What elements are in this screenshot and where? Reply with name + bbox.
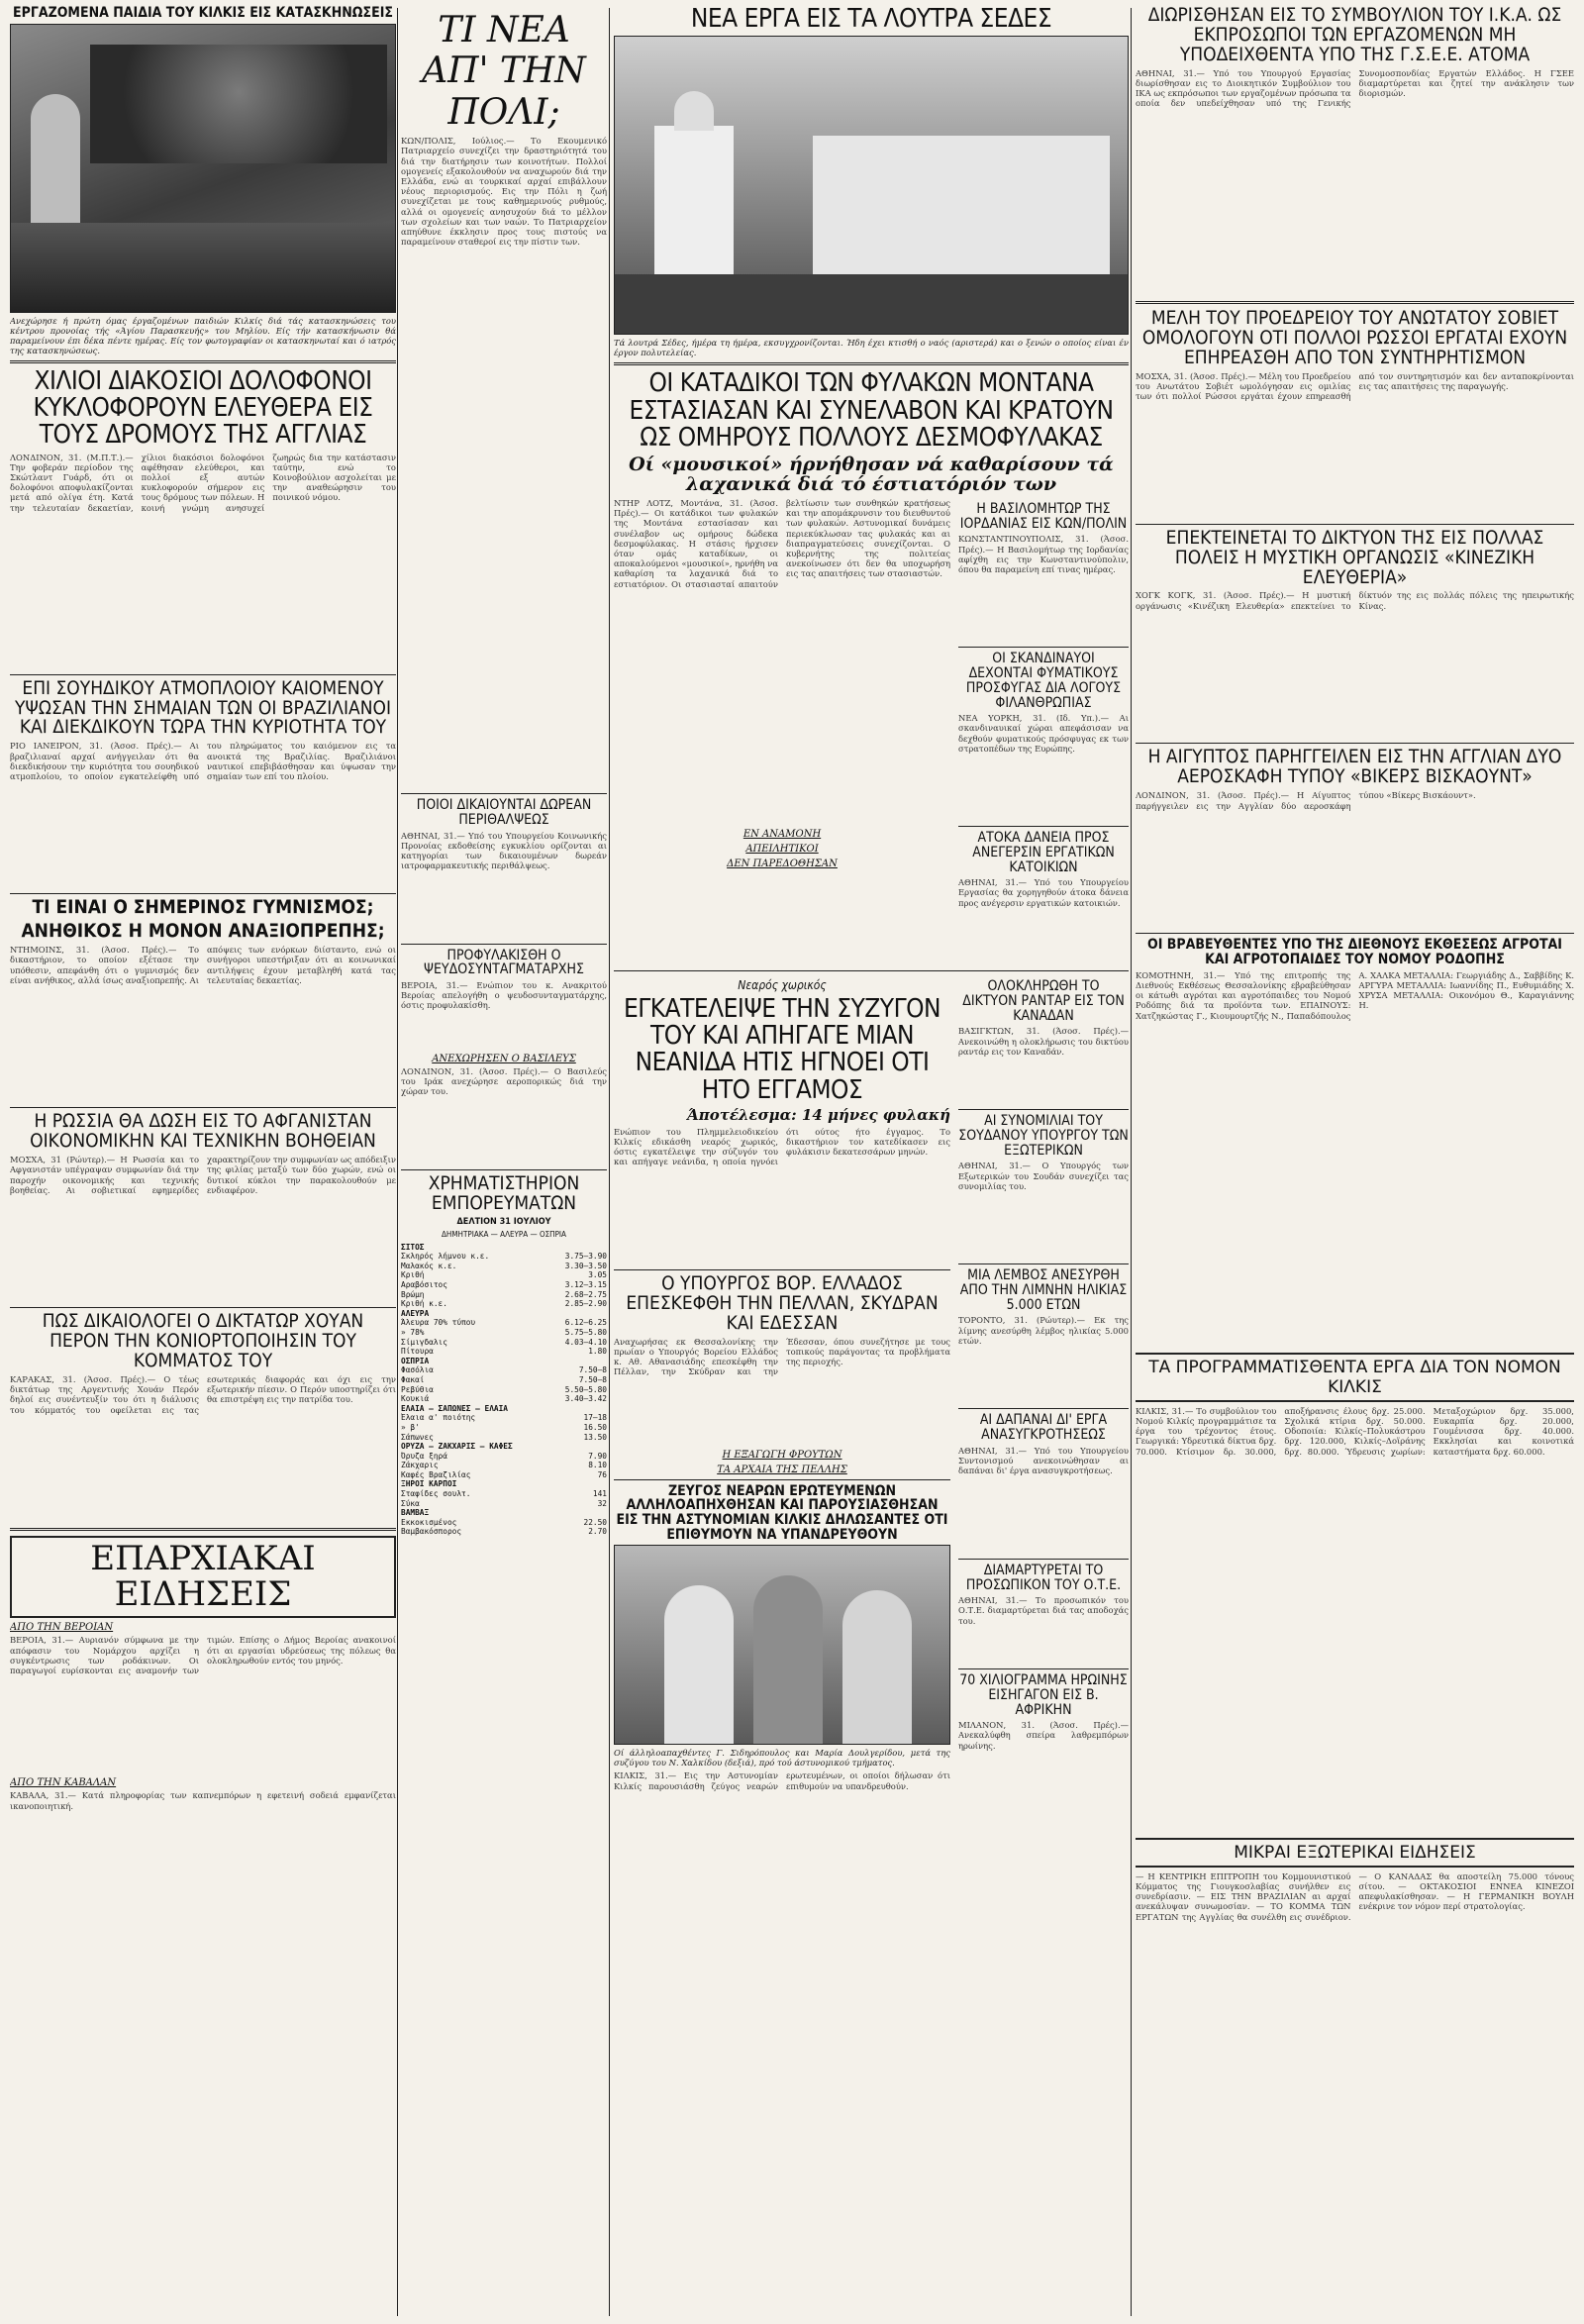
price-item: Ρεβύθια [401,1384,434,1394]
price-row [401,1309,607,1319]
arrest-headline: ΠΡΟΦΥΛΑΚΙΣΘΗ Ο ΨΕΥΔΟΣΥΝΤΑΓΜΑΤΑΡΧΗΣ [424,947,584,978]
divider [958,1668,1129,1669]
montana-article: ΝΤΗΡ ΛΟΤΖ, Μοντάνα, 31. (Άσοσ. Πρές).— Οι κατάδικοι των φυλακών της Μοντάνα εστασίασαν και συνέλαβον ως ομήρους δώδεκα δεσμοφύλακας. Η στάσις ήρχισεν όταν ομάς καταδίκων, οι αποκαλούμενοι «μουσικοί», ηρνήθη να καθαρίση τα λαχανικά διά το εστιατόριον. Οι στασιασταί απαιτούν βελτίωσιν των συνθηκών κρατήσεως και την απομάκρυνσιν του διευθυντού των φυλακών. Αστυνομικαί δυνάμεις περιεκύκλωσαν τας φυλακάς και αι διαπραγματεύσεις συνεχίζονται. Ο κυβερνήτης της πολιτείας ανεκοίνωσεν ότι δεν θα υποχωρήση εις τας απαιτήσεις των στασιαστών. [614,498,950,589]
divider [1136,933,1574,934]
ika-article: ΑΘΗΝΑΙ, 31.— Υπό του Υπουργού Εργασίας διωρίσθησαν εις το Διοικητικόν Συμβούλιον του ΙΚΑ ως εκπρόσωποι των εργαζομένων πρόσωπα τα οποία δεν υπεδείχθησαν υπό της Γενικής Συνομοσπονδίας Εργατών Ελλάδος. Η ΓΣΕΕ διαμαρτύρεται και ζητεί την ανάκλησιν των διορισμών. [1136,67,1574,109]
price-item: Σίμιγδαλις [401,1337,447,1347]
rhodope-article: ΚΟΜΟΤΗΝΗ, 31.— Υπό της επιτροπής της Διεθνούς Εκθέσεως Θεσσαλονίκης εβραβεύθησαν οι κάτωθι αγρόται και αγροτόπαιδες του Νομού Ροδόπης διά τα προϊόντα των. ΕΠΑΙΝΟΥΣ: Χατζηκώστας Γ., Κιουμουρτζής Ν., Παπαδόπουλος Α. ΧΑΛΚΑ ΜΕΤΑΛΛΙΑ: Γεωργιάδης Δ., Σαββίδης Κ. ΑΡΓΥΡΑ ΜΕΤΑΛΛΙΑ: Ιωαννίδης Π., Ευθυμιάδης Χ. ΧΡΥΣΑ ΜΕΤΑΛΛΙΑ: Οικονόμου Θ., Καραγιάννης Η. [1136,969,1574,1021]
price-item: » 78% [401,1327,425,1337]
price-row [401,1461,607,1470]
price-row [401,1479,607,1489]
city-news-article: ΚΩΝ/ΠΟΛΙΣ, Ιούλιος.— Το Εκουμενικό Πατριαρχείο συνεχίζει την δραστηριότητά του διά την διατήρησιν των κοινοτήτων. Πολλοί ομογενείς εξακολουθούν να αναχωρούν διά την Ελλάδα, ενώ αι τουρκικαί αρχαί επιβάλλουν νέους περιορισμούς. Εις την Πόλι η ζωή συνεχίζεται με τους καθημερινούς ρυθμούς, αλλά οι ομογενείς ανησυχούν διά το μέλλον των σχολείων και των ναών. Το Πατριαρχείον απηύθυνε έκκλησιν προς τους πιστούς να παραμείνουν σταθεροί εις την πίστιν των. [401,136,607,248]
couple-headline: ΖΕΥΓΟΣ ΝΕΑΡΩΝ ΕΡΩΤΕΥΜΕΝΩΝ ΑΛΛΗΛΟΑΠΗΧΘΗΣΑΝ ΚΑΙ ΠΑΡΟΥΣΙΑΣΘΗΣΑΝ ΕΙΣ ΤΗΝ ΑΣΤΥΝΟΜΙΑΝ ΚΙΛΚΙΣ ΔΗΛΩΣΑΝΤΕΣ ΟΤΙ ΕΠΙΘΥΜΟΥΝ ΝΑ ΥΠΑΝΔΡΕΥΘΟΥΝ [616,1482,948,1543]
price-value: 3.75—3.90 [564,1252,607,1262]
montana-headline: ΟΙ ΚΑΤΑΔΙΚΟΙ ΤΩΝ ΦΥΛΑΚΩΝ ΜΟΝΤΑΝΑ ΕΣΤΑΣΙΑΣΑΝ ΚΑΙ ΣΥΝΕΛΑΒΟΝ ΚΑΙ ΚΡΑΤΟΥΝ ΩΣ ΟΜΗΡΟΥΣ ΠΟΛΛΟΥΣ ΔΕΣΜΟΦΥΛΑΚΑΣ [629,368,1114,453]
column-rule [609,8,610,2316]
ote-article: ΑΘΗΝΑΙ, 31.— Το προσωπικόν του Ο.Τ.Ε. διαμαρτύρεται διά τας αποδοχάς του. [958,1595,1129,1626]
divider [401,1169,607,1170]
column-rule [1131,8,1132,2316]
price-item: Κουκιά [401,1394,430,1404]
price-item: Άλευρα 70% τύπου [401,1318,476,1328]
welfare-headline: ΠΟΙΟΙ ΔΙΚΑΙΟΥΝΤΑΙ ΔΩΡΕΑΝ ΠΕΡΙΘΑΛΨΕΩΣ [416,797,592,828]
price-row [401,1270,607,1280]
minister-sub-pella: ΤΑ ΑΡΧΑΙΑ ΤΗΣ ΠΕΛΛΗΣ [717,1464,847,1475]
price-row [401,1262,607,1271]
kavala-article: ΚΑΒΑΛΑ, 31.— Κατά πληροφορίας των καπνεμπόρων η εφετεινή σοδειά εμφανίζεται ικανοποιητική. [10,1790,396,1811]
column-3 [614,0,1129,2324]
price-item: Σύκα [401,1498,420,1508]
divider [958,647,1129,648]
divider [1136,743,1574,744]
price-row [401,1394,607,1404]
russia-afghanistan-headline: Η ΡΩΣΣΙΑ ΘΑ ΔΩΣΗ ΕΙΣ ΤΟ ΑΦΓΑΝΙΣΤΑΝ ΟΙΚΟΝΟΜΙΚΗΝ ΚΑΙ ΤΕΧΝΙΚΗΝ ΒΟΗΘΕΙΑΝ [30,1110,376,1153]
baths-caption: Τά λουτρά Σέδες, ήμέρα τη ήμέρα, εκσυγχρονίζονται. Ήδη έχει κτισθή ο ναός (αριστερά) και ο ξενών ο οποίος είναι έν έργον πολυτελείας. [614,338,1129,358]
market-headline: ΧΡΗΜΑΤΙΣΤΗΡΙΟΝ ΕΜΠΟΡΕΥΜΑΤΩΝ [428,1171,580,1214]
welfare-article: ΑΘΗΝΑΙ, 31.— Υπό του Υπουργείου Κοινωνικής Προνοίας εκδοθείσης εγκυκλίου ορίζονται αι κατηγορίαι των δικαιουμένων δωρεάν ιατροφαρμακευτικής περιθάλψεως. [401,830,607,871]
minister-headline: Ο ΥΠΟΥΡΓΟΣ ΒΟΡ. ΕΛΛΑΔΟΣ ΕΠΕΣΚΕΦΘΗ ΤΗΝ ΠΕΛΛΑΝ, ΣΚΥΔΡΑΝ ΚΑΙ ΕΔΕΣΣΑΝ [626,1271,939,1334]
price-item: Φασόλια [401,1365,434,1375]
works-headline: ΑΙ ΔΑΠΑΝΑΙ ΔΙ' ΕΡΓΑ ΑΝΑΣΥΓΚΡΟΤΗΣΕΩΣ [979,1412,1108,1444]
divider [10,1307,396,1308]
kilkis-works-headline: ΤΑ ΠΡΟΓΡΑΜΜΑΤΙΣΘΕΝΤΑ ΕΡΓΑ ΔΙΑ ΤΟΝ ΝΟΜΟΝ ΚΙΛΚΙΣ [1136,1353,1574,1402]
swedish-ship-headline: ΕΠΙ ΣΟΥΗΔΙΚΟΥ ΑΤΜΟΠΛΟΙΟΥ ΚΑΙΟΜΕΝΟΥ ΥΨΩΣΑΝ ΤΗΝ ΣΗΜΑΙΑΝ ΤΩΝ ΟΙ ΒΡΑΖΙΛΙΑΝΟΙ ΚΑΙ ΔΙΕΚΔΙΚΟΥΝ ΤΩΡΑ ΤΗΝ ΚΥΡΙΟΤΗΤΑ ΤΟΥ [15,676,391,739]
lake-article: ΤΟΡΟΝΤΟ, 31. (Ρώυτερ).— Εκ της λίμνης ανεσύρθη λέμβος ηλικίας 5.000 ετών. [958,1315,1129,1346]
price-item: Εκκοκισμένος [401,1517,457,1527]
price-row [401,1489,607,1499]
price-value [550,1357,607,1366]
price-item: Σάπωνες [401,1432,434,1442]
price-value: 3.30—3.50 [564,1261,607,1270]
divider [10,360,396,363]
price-row [401,1243,607,1253]
radar-headline: ΟΛΟΚΛΗΡΩΘΗ ΤΟ ΔΙΚΤΥΟΝ ΡΑΝΤΑΡ ΕΙΣ ΤΟΝ ΚΑΝΑΔΑΝ [962,978,1125,1024]
village-label: Νεαρός χωρικός [738,978,827,993]
price-value [550,1404,607,1414]
divider [614,362,1129,365]
peron-article: ΚΑΡΑΚΑΣ, 31. (Άσοσ. Πρές).— Ο τέως δικτάτωρ της Αργεντινής Χουάν Περόν δηλοί εις συνέντευξίν του ότι η διάλυσις του κόμματός του οφείλεται εις τας εσωτερικάς διαφοράς και όχι εις την εξωτερικήν πίεσιν. Ο Περόν υποστηρίζει ότι θα επιστρέψη εις την πατρίδα του. [10,1373,396,1415]
price-item: Όρυζα ξηρά [401,1451,447,1461]
price-item: Φακαί [401,1374,425,1384]
price-row [401,1527,607,1537]
king-subhead: ΑΝΕΧΩΡΗΣΕΝ Ο ΒΑΣΙΛΕΥΣ [432,1053,576,1064]
village-result: Άποτέλεσμα: 14 μήνες φυλακή [687,1106,950,1125]
provincial-news-headline: ΕΠΑΡΧΙΑΚΑΙ ΕΙΔΗΣΕΙΣ [10,1536,396,1618]
price-value: 17—18 [583,1413,607,1423]
price-row [401,1299,607,1309]
price-item: Κριθή [401,1270,425,1280]
divider [614,1479,950,1480]
china-headline: ΕΠΕΚΤΕΙΝΕΤΑΙ ΤΟ ΔΙΚΤΥΟΝ ΤΗΣ ΕΙΣ ΠΟΛΛΑΣ ΠΟΛΕΙΣ Η ΜΥΣΤΙΚΗ ΟΡΓΑΝΩΣΙΣ «ΚΙΝΕΖΙΚΗ ΕΛΕΥΘΕΡΙΑ» [1165,526,1544,588]
foreign-news-headline: ΜΙΚΡΑΙ ΕΞΩΤΕΡΙΚΑΙ ΕΙΔΗΣΕΙΣ [1136,1838,1574,1868]
column-rule [397,8,398,2316]
city-news-title: ΤΙ ΝΕΑ ΑΠ' ΤΗΝ ΠΟΛΙ; [422,10,586,133]
price-item: Ζάκχαρις [401,1461,439,1470]
divider [401,944,607,945]
price-item: Καφές Βραζιλίας [401,1469,471,1479]
price-value: 3.40—3.42 [564,1394,607,1404]
baths-photo [614,36,1129,335]
market-date: ΔΕΛΤΙΟΝ 31 ΙΟΥΛΙΟΥ [456,1216,551,1227]
price-value: 6.12—6.25 [564,1318,607,1328]
swedish-ship-article: ΡΙΟ ΙΑΝΕΙΡΟΝ, 31. (Άσοσ. Πρές).— Αι βραζιλιαναί αρχαί ανήγγειλαν ότι θα διεκδικήσουν την κυριότητα του σουηδικού ατμοπλοίου, το οποίον εγκατελείφθη υπό του πληρώματος του καιόμενον εις τα ανοικτά της Βραζιλίας. Βραζιλιάνοι ναυτικοί επεβιβάσθησαν και ύψωσαν την σημαίαν των επί του πλοίου. [10,741,396,781]
price-value: 5.50—5.80 [564,1384,607,1394]
price-value: 3.05 [588,1270,607,1280]
divider [401,793,607,794]
jordan-headline: Η ΒΑΣΙΛΟΜΗΤΩΡ ΤΗΣ ΙΟΡΔΑΝΙΑΣ ΕΙΣ ΚΩΝ/ΠΟΛΙΝ [959,501,1128,532]
price-row [401,1290,607,1300]
price-value: 22.50 [583,1517,607,1527]
price-row [401,1375,607,1385]
price-row [401,1442,607,1452]
column-1 [10,0,396,2324]
price-row [401,1499,607,1509]
price-value: 4.03—4.10 [564,1337,607,1347]
price-value: 7.50—8 [578,1365,607,1375]
price-value [550,1479,607,1489]
price-row [401,1385,607,1395]
divider [958,1263,1129,1264]
sudan-article: ΑΘΗΝΑΙ, 31.— Ο Υπουργός των Εξωτερικών του Σουδάν συνεχίζει τας συνομιλίας του. [958,1161,1129,1191]
baths-headline: ΝΕΑ ΕΡΓΑ ΕΙΣ ΤΑ ΛΟΥΤΡΑ ΣΕΔΕΣ [690,4,1052,34]
price-item: ΟΡΥΖΑ — ΖΑΚΧΑΡΙΣ — ΚΑΦΕΣ [401,1442,513,1452]
jordan-article: ΚΩΝΣΤΑΝΤΙΝΟΥΠΟΛΙΣ, 31. (Άσοσ. Πρές).— Η Βασιλομήτωρ της Ιορδανίας αφίχθη εις την Κωνσταντινούπολιν, όπου θα παραμείνη επί τινας ημέρας. [958,534,1129,575]
veria-article: ΒΕΡΟΙΑ, 31.— Αυριανόν σύμφωνα με την απόφασιν του Νομάρχου αρχίζει η συγκέντρωσις των ροδάκινων. Οι παραγωγοί ευρίσκονται εις αναμονήν των τιμών. Επίσης ο Δήμος Βεροίας ανακοινοί ότι αι εργασίαι υδρεύσεως της πόλεως θα ολοκληρωθούν εντός του μηνός. [10,1635,396,1675]
column-2 [401,0,607,2324]
king-article: ΛΟΝΔΙΝΟΝ, 31. (Άσοσ. Πρές).— Ο Βασιλεύς του Ιράκ ανεχώρησε αεροπορικώς διά την χώραν του. [401,1065,607,1097]
price-row [401,1452,607,1462]
soviet-headline: ΜΕΛΗ ΤΟΥ ΠΡΟΕΔΡΕΙΟΥ ΤΟΥ ΑΝΩΤΑΤΟΥ ΣΟΒΙΕΤ ΟΜΟΛΟΓΟΥΝ ΟΤΙ ΠΟΛΛΟΙ ΡΩΣΣΟΙ ΕΡΓΑΤΑΙ ΕΧΟΥΝ ΕΠΗΡΕΑΣΘΗ ΑΠΟ ΤΟΝ ΣΥΝΤΗΡΗΤΙΣΜΟΝ [1141,306,1568,368]
village-article: Ενώπιον του Πλημμελειοδικείου Κιλκίς εδικάσθη νεαρός χωρικός, όστις εγκατέλειψε την σύζυγόν του και απήγαγε νεάνιδα, η οποία ηγνόει ότι ούτος ήτο έγγαμος. Το δικαστήριον τον κατεδίκασεν εις φυλάκισιν δεκατεσσάρων μηνών. [614,1126,950,1167]
nudism-headline-a: ΤΙ ΕΙΝΑΙ Ο ΣΗΜΕΡΙΝΟΣ ΓΥΜΝΙΣΜΟΣ; [32,896,374,919]
camp-caption: Ανεχώρησε ή πρώτη όμας έργαζομένων παιδιών Κιλκίς διά τάς κατασκηνώσεις του κέντρου προνοίας τής «Άγίου Παρασκευής» του Μηλίου. Είς τήν κατασκήνωσιν θά παραμείνουν έπι δέκα πέντε ημέρας. Είς τον φωτογραφίαν οι κατασκηνωταί και ό ιατρός της κατασκηνώσεως. [10,315,396,355]
murderers-headline: ΧΙΛΙΟΙ ΔΙΑΚΟΣΙΟΙ ΔΟΛΟΦΟΝΟΙ ΚΥΚΛΟΦΟΡΟΥΝ ΕΛΕΥΘΕΡΑ ΕΙΣ ΤΟΥΣ ΔΡΟΜΟΥΣ ΤΗΣ ΑΓΓΛΙΑΣ [33,365,373,451]
price-item: Σκληρός λήμνου κ.ε. [401,1252,490,1262]
heroin-headline: 70 ΧΙΛΙΟΓΡΑΜΜΑ ΗΡΩΙΝΗΣ ΕΙΣΗΓΑΓΟΝ ΕΙΣ Β. ΑΦΡΙΚΗΝ [959,1672,1128,1718]
kilkis-works-article: ΚΙΛΚΙΣ, 31.— Το συμβούλιον του Νομού Κιλκίς προγραμμάτισε τα έργα του τρέχοντος έτους. Γεωργικά: Υδρευτικά δίκτυα δρχ. 70.000. Κτίσιμον δρ. 30.000, αποξήρανσις έλους δρχ. 25.000. Σχολικά κτίρια δρχ. 50.000. Οδοποιία: Κιλκίς–Πολυκάστρου δρχ. 120.000, Κιλκίς–Δοϊράνης δρχ. 80.000. Ύδρευσις χωρίων: Μεταξοχώριον δρχ. 35.000, Ευκαρπία δρχ. 20.000, Γουμένισσα δρχ. 40.000. Εκκλησίαι και κοινοτικά καταστήματα δρχ. 60.000. [1136,1405,1574,1457]
price-row [401,1404,607,1414]
price-value: 2.85—2.90 [564,1299,607,1309]
price-item: ΑΛΕΥΡΑ [401,1308,430,1318]
price-row [401,1357,607,1366]
price-value [550,1243,607,1253]
price-value: 3.12—3.15 [564,1280,607,1289]
foreign-news-article: — Η ΚΕΝΤΡΙΚΗ ΕΠΙΤΡΟΠΗ του Κομμουνιστικού Κόμματος της Γιουγκοσλαβίας συνήλθεν εις συνεδρίασιν. — ΕΙΣ ΤΗΝ ΒΡΑΖΙΛΙΑΝ αι αρχαί ανεκάλυψαν συνωμοσίαν. — ΤΟ ΚΟΜΜΑ ΤΩΝ ΕΡΓΑΤΩΝ της Αγγλίας θα συνέλθη εις συνέδριον. — Ο ΚΑΝΑΔΑΣ θα αποστείλη 75.000 τόνους σίτου. — ΟΚΤΑΚΟΣΙΟΙ ΕΝΝΕΑ ΚΙΝΕΖΟΙ απεφυλακίσθησαν. — Η ΓΕΡΜΑΝΙΚΗ ΒΟΥΛΗ ενέκρινε τον νόμον περί στρατολογίας. [1136,1870,1574,1922]
veria-subhead: ΑΠΟ ΤΗΝ ΒΕΡΟΙΑΝ [10,1622,114,1634]
ika-headline: ΔΙΩΡΙΣΘΗΣΑΝ ΕΙΣ ΤΟ ΣΥΜΒΟΥΛΙΟΝ ΤΟΥ Ι.Κ.Α. ΩΣ ΕΚΠΡΟΣΩΠΟΙ ΤΩΝ ΕΡΓΑΖΟΜΕΝΩΝ ΜΗ ΥΠΟΔΕΙΧΘΕΝΤΑ ΥΠΟ ΤΗΣ Γ.Σ.Ε.Ε. ΑΤΟΜΑ [1147,4,1562,65]
divider [614,970,1129,971]
price-item: Βαμβακόσπορος [401,1527,462,1537]
lake-headline: ΜΙΑ ΛΕΜΒΟΣ ΑΝΕΣΥΡΘΗ ΑΠΟ ΤΗΝ ΛΙΜΝΗΝ ΗΛΙΚΙΑΣ 5.000 ΕΤΩΝ [959,1267,1128,1313]
divider [1136,301,1574,304]
price-item: Κριθή κ.ε. [401,1299,447,1309]
divider [10,1107,396,1108]
minister-sub-fruit: Η ΕΞΑΓΩΓΗ ΦΡΟΥΤΩΝ [722,1449,842,1461]
column-4 [1136,0,1574,2324]
price-item: Αραβόσιτος [401,1280,447,1289]
china-article: ΧΟΓΚ ΚΟΓΚ, 31. (Άσοσ. Πρές).— Η μυστική οργάνωσις «Κινέζικη Ελευθερία» επεκτείνει το δίκτυόν της εις πολλάς πόλεις της ηπειρωτικής Κίνας. [1136,590,1574,611]
price-value [550,1442,607,1452]
price-row [401,1328,607,1338]
heroin-article: ΜΙΛΑΝΟΝ, 31. (Άσοσ. Πρές).— Ανεκαλύφθη σπείρα λαθρεμπόρων ηρωίνης. [958,1720,1129,1751]
sudan-headline: ΑΙ ΣΥΝΟΜΙΛΙΑΙ ΤΟΥ ΣΟΥΔΑΝΟΥ ΥΠΟΥΡΓΟΥ ΤΩΝ ΕΞΩΤΕΡΙΚΩΝ [958,1113,1129,1159]
price-value: 32 [597,1498,607,1508]
divider [1136,524,1574,525]
rhodope-headline: ΟΙ ΒΡΑΒΕΥΘΕΝΤΕΣ ΥΠΟ ΤΗΣ ΔΙΕΘΝΟΥΣ ΕΚΘΕΣΕΩΣ ΑΓΡΟΤΑΙ ΚΑΙ ΑΓΡΟΤΟΠΑΙΔΕΣ ΤΟΥ ΝΟΜΟΥ ΡΟΔΟΠΗΣ [1147,937,1562,967]
ote-headline: ΔΙΑΜΑΡΤΥΡΕΤΑΙ ΤΟ ΠΡΟΣΩΠΙΚΟΝ ΤΟΥ Ο.Τ.Ε. [965,1562,1122,1593]
price-value: 8.10 [588,1461,607,1470]
soviet-article: ΜΟΣΧΑ, 31. (Άσοσ. Πρές).— Μέλη του Προεδρείου του Ανωτάτου Σοβιέτ ωμολόγησαν εις ομιλίας των ότι πολλοί Ρώσσοι εργάται έχουν επηρεασθή από τον συντηρητισμόν και δεν ανταποκρίνονται εις τας απαιτήσεις της παραγωγής. [1136,370,1574,402]
price-item: Σταφίδες σουλτ. [401,1489,471,1499]
arrest-article: ΒΕΡΟΙΑ, 31.— Ενώπιον του κ. Ανακριτού Βεροίας απελογήθη ο ψευδοσυνταγματάρχης, όστις προφυλακίσθη. [401,979,607,1011]
scandinavia-headline: ΟΙ ΣΚΑΝΔΙΝΑΥΟΙ ΔΕΧΟΝΤΑΙ ΦΥΜΑΤΙΚΟΥΣ ΠΡΟΣΦΥΓΑΣ ΔΙΑ ΛΟΓΟΥΣ ΦΙΛΑΝΘΡΩΠΙΑΣ [965,651,1122,711]
price-item: ΕΛΑΙΑ — ΣΑΠΩΝΕΣ — ΕΛΑΙΑ [401,1403,508,1413]
price-value: 7.50—8 [578,1374,607,1384]
price-value: 16.50 [583,1422,607,1432]
divider [958,1109,1129,1110]
price-value [550,1309,607,1319]
price-row [401,1508,607,1518]
price-row [401,1365,607,1375]
couple-article: ΚΙΛΚΙΣ, 31.— Εις την Αστυνομίαν Κιλκίς παρουσιάσθη ζεύγος νεαρών ερωτευμένων, οι οποίοι δήλωσαν ότι επιθυμούν να υπανδρευθούν. [614,1770,950,1791]
russia-afghanistan-article: ΜΟΣΧΑ, 31 (Ρώυτερ).— Η Ρωσσία και το Αφγανιστάν υπέγραψαν συμφωνίαν διά την παροχήν οικονομικής και τεχνικής βοηθείας. Αι σοβιετικαί εφημερίδες χαρακτηρίζουν την συμφωνίαν ως απόδειξιν της φιλίας μεταξύ των δύο χωρών, ενώ οι δυτικοί κύκλοι την παρακολουθούν με ενδιαφέρον. [10,1155,396,1195]
price-table [401,1243,607,1537]
murderers-article: ΛΟΝΔΙΝΟΝ, 31. (Μ.Π.Τ.).— Την φοβεράν περίοδον της Σκώτλαντ Γυάρδ, ότι οι δολοφόνοι αποφυλακίζονται μετά από ολίγα έτη. Κατά την τελευταίαν δεκαετίαν, χίλιοι διακόσιοι δολοφόνοι αφέθησαν ελεύθεροι, και πολλοί εξ αυτών κυκλοφορούν σήμερον εις τους δρόμους των πόλεων. Η κοινή γνώμη ανησυχεί ζωηρώς δια την κατάστασιν ταύτην, ενώ το Κοινοβούλιον ασχολείται με την αναθεώρησιν του ποινικού νόμου. [10,452,396,513]
radar-article: ΒΑΣΙΓΚΤΩΝ, 31. (Άσοσ. Πρές).— Ανεκοινώθη η ολοκλήρωσις του δικτύου ραντάρ εις τον Καναδάν. [958,1026,1129,1057]
egypt-article: ΛΟΝΔΙΝΟΝ, 31. (Άσοσ. Πρές).— Η Αίγυπτος παρήγγειλεν εις την Αγγλίαν δύο αεροσκάφη τύπου «Βίκερς Βισκάουντ». [1136,790,1476,811]
price-item: » β' [401,1422,420,1432]
works-article: ΑΘΗΝΑΙ, 31.— Υπό του Υπουργείου Συντονισμού ανεκοινώθησαν αι δαπάναι δι' έργα ανασυγκροτήσεως. [958,1445,1129,1476]
minister-article: Αναχωρήσας εκ Θεσσαλονίκης την πρωίαν ο Υπουργός Βορείου Ελλάδος κ. Αθ. Αθανασιάδης επεσκέφθη την Πέλλαν, την Σκύδραν και την Έδεσσαν, όπου συνεζήτησε με τους τοπικούς παράγοντας τα προβλήματα της περιοχής. [614,1336,950,1377]
price-item: ΟΣΠΡΙΑ [401,1356,430,1365]
price-item: ΒΑΜΒΑΞ [401,1508,430,1518]
price-row [401,1318,607,1328]
price-value: 2.70 [588,1527,607,1537]
price-row [401,1470,607,1480]
camp-photo [10,24,396,313]
price-value: 76 [597,1469,607,1479]
village-headline: ΕΓΚΑΤΕΛΕΙΨΕ ΤΗΝ ΣΥΖΥΓΟΝ ΤΟΥ ΚΑΙ ΑΠΗΓΑΓΕ ΜΙΑΝ ΝΕΑΝΙΔΑ ΗΤΙΣ ΗΓΝΟΕΙ ΟΤΙ ΗΤΟ ΕΓΓΑΜΟΣ [623,993,941,1105]
price-item: ΣΙΤΟΣ [401,1242,425,1252]
price-row [401,1338,607,1348]
loans-article: ΑΘΗΝΑΙ, 31.— Υπό του Υπουργείου Εργασίας θα χορηγηθούν άτοκα δάνεια προς ανέγερσιν εργατικών κατοικιών. [958,877,1129,908]
price-item: Μαλακός κ.ε. [401,1261,457,1270]
peron-headline: ΠΩΣ ΔΙΚΑΙΟΛΟΓΕΙ Ο ΔΙΚΤΑΤΩΡ ΧΟΥΑΝ ΠΕΡΟΝ ΤΗΝ ΚΟΝΙΟΡΤΟΠΟΙΗΣΙΝ ΤΟΥ ΚΟΜΜΑΤΟΣ ΤΟΥ [42,1310,364,1372]
market-section: ΔΗΜΗΤΡΙΑΚΑ — ΑΛΕΥΡΑ — ΟΣΠΡΙΑ [442,1230,566,1240]
nudism-headline-b: ΑΝΗΘΙΚΟΣ Η ΜΟΝΟΝ ΑΝΑΞΙΟΠΡΕΠΗΣ; [21,920,385,943]
price-row [401,1518,607,1528]
price-value [550,1508,607,1518]
price-value: 5.75—5.80 [564,1327,607,1337]
price-item: Πίτουρα [401,1347,434,1357]
scandinavia-article: ΝΕΑ ΥΟΡΚΗ, 31. (Ιδ. Υπ.).— Αι σκανδιναυικαί χώραι απεφάσισαν να δεχθούν φυματικούς πρόσφυγας εκ των στρατοπέδων της Ευρώπης. [958,713,1129,754]
price-item: Βρώμη [401,1289,425,1299]
divider [10,893,396,894]
price-value: 1.80 [588,1347,607,1357]
divider [958,826,1129,827]
couple-photo [614,1545,950,1745]
divider [10,674,396,675]
montana-sub-not-surrendered: ΔΕΝ ΠΑΡΕΔΟΘΗΣΑΝ [727,859,838,870]
couple-caption: Οί άλληλοαπαχθέντες Γ. Σιδηρόπουλος και Μαρία Δουλγερίδου, μετά της συζύγου του Ν. Χαλκίδου (δεξιά), πρό τού άστυνομικού τμήματος. [614,1748,950,1768]
price-value: 13.50 [583,1432,607,1442]
price-row [401,1252,607,1262]
montana-sub-waiting: ΕΝ ΑΝΑΜΟΝΗ [742,829,822,841]
montana-sub-threatening: ΑΠΕΙΛΗΤΙΚΟΙ [745,844,819,856]
divider [958,1559,1129,1560]
camp-headline: ΕΡΓΑΖΟΜΕΝΑ ΠΑΙΔΙΑ ΤΟΥ ΚΙΛΚΙΣ ΕΙΣ ΚΑΤΑΣΚΗΝΩΣΕΙΣ [12,5,393,21]
price-row [401,1433,607,1443]
price-item: Έλαια α' ποιότης [401,1413,476,1423]
divider [10,1528,396,1531]
montana-subhead: Οί «μουσικοί» ήρνήθησαν νά καθαρίσουν τά λαχανικά διά τό έστιατόριόν των [629,454,1114,496]
divider [958,1408,1129,1409]
price-row [401,1280,607,1290]
kavala-subhead: ΑΠΟ ΤΗΝ ΚΑΒΑΛΑΝ [10,1777,117,1789]
price-row [401,1423,607,1433]
price-value: 2.68—2.75 [564,1289,607,1299]
price-row [401,1347,607,1357]
price-item: ΞΗΡΟΙ ΚΑΡΠΟΙ [401,1479,457,1489]
divider [614,1269,950,1270]
price-value: 7.90 [588,1451,607,1461]
loans-headline: ΑΤΟΚΑ ΔΑΝΕΙΑ ΠΡΟΣ ΑΝΕΓΕΡΣΙΝ ΕΡΓΑΤΙΚΩΝ ΚΑΤΟΙΚΙΩΝ [972,830,1115,875]
egypt-headline: Η ΑΙΓΥΠΤΟΣ ΠΑΡΗΓΓΕΙΛΕΝ ΕΙΣ ΤΗΝ ΑΓΓΛΙΑΝ ΔΥΟ ΑΕΡΟΣΚΑΦΗ ΤΥΠΟΥ «ΒΙΚΕΡΣ ΒΙΣΚΑΟΥΝΤ» [1147,746,1562,788]
nudism-article: ΝΤΗΜΟΙΝΣ, 31. (Άσοσ. Πρές).— Το δικαστήριον, το οποίον εξέτασε την υπόθεσιν, απεφάνθη ότι ο γυμνισμός δεν είναι ανήθικος, αλλά ίσως αναξιοπρεπής. Αι απόψεις των ενόρκων διίσταντο, ενώ οι συνήγοροι υπεστήριξαν ότι αι κοινωνικαί αντιλήψεις έχουν μεταβληθή κατά τας τελευταίας δεκαετίας. [10,945,396,985]
price-value: 141 [592,1489,607,1499]
price-row [401,1413,607,1423]
